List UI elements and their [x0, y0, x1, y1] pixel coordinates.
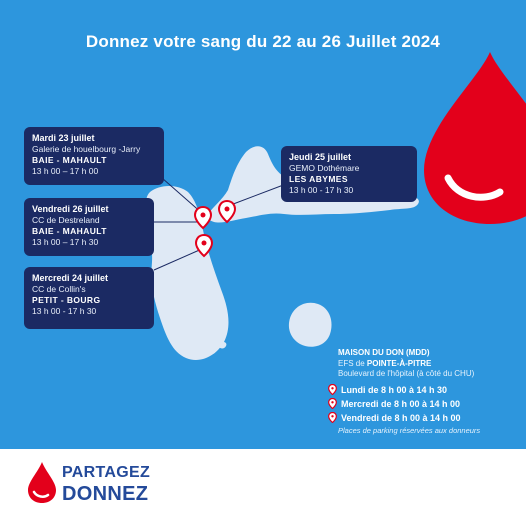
- event-city: BAIE - MAHAULT: [32, 155, 107, 165]
- event-hours: 13 h 00 - 17 h 30: [32, 306, 97, 316]
- partagez-donnez-logo: [26, 458, 166, 508]
- mdd-title: MAISON DU DON (MDD): [338, 348, 430, 357]
- event-card: [24, 198, 154, 256]
- event-card: [24, 127, 164, 185]
- mdd-efs: [338, 359, 523, 370]
- logo-word-1: PARTAGEZ: [62, 464, 151, 481]
- event-date: Vendredi 26 juillet: [32, 204, 109, 214]
- island-marie-galante: [289, 303, 332, 347]
- event-hours: 13 h 00 – 17 h 00: [32, 166, 99, 176]
- schedule-text: Lundi de 8 h 00 à 14 h 30: [341, 384, 448, 395]
- event-date: Jeudi 25 juillet: [289, 152, 352, 162]
- event-place: Galerie de houelbourg -Jarry: [32, 144, 141, 154]
- headline: Donnez votre sang du 22 au 26 Juillet 2024: [85, 32, 441, 51]
- parking-note: Places de parking réservées aux donneurs: [338, 425, 481, 435]
- logo-word-2: DONNEZ: [62, 483, 149, 505]
- map-pin-icon: [328, 398, 337, 409]
- event-date: Mercredi 24 juillet: [32, 273, 109, 283]
- event-hours: 13 h 00 – 17 h 30: [32, 237, 99, 247]
- event-city: LES ABYMES: [289, 174, 348, 184]
- mdd-address: Boulevard de l'hôpital (à côté du CHU): [338, 369, 475, 378]
- logo-drop-icon: [26, 460, 58, 504]
- event-card: [24, 267, 154, 329]
- schedule-item: [338, 383, 523, 397]
- event-place: CC de Collin's: [32, 284, 86, 294]
- blood-drop-icon: [424, 52, 526, 224]
- event-place: GEMO Dothémare: [289, 163, 360, 173]
- event-hours: 13 h 00 - 17 h 30: [289, 185, 354, 195]
- schedule-text: Vendredi de 8 h 00 à 14 h 00: [341, 412, 461, 423]
- event-place: CC de Destreland: [32, 215, 100, 225]
- mdd-efs-prefix: EFS de: [338, 358, 367, 368]
- map-pin-icon: [328, 384, 337, 395]
- event-date: Mardi 23 juillet: [32, 133, 95, 143]
- schedule-item: [338, 411, 523, 425]
- event-city: BAIE - MAHAULT: [32, 226, 107, 236]
- mdd-efs-city: POINTE-À-PITRE: [366, 358, 432, 368]
- schedule-item: [338, 397, 523, 411]
- maison-du-don-info: [338, 348, 523, 436]
- event-city: PETIT - BOURG: [32, 295, 101, 305]
- schedule-text: Mercredi de 8 h 00 à 14 h 00: [341, 398, 461, 409]
- event-card: [281, 146, 417, 202]
- map-pin-icon: [328, 412, 337, 423]
